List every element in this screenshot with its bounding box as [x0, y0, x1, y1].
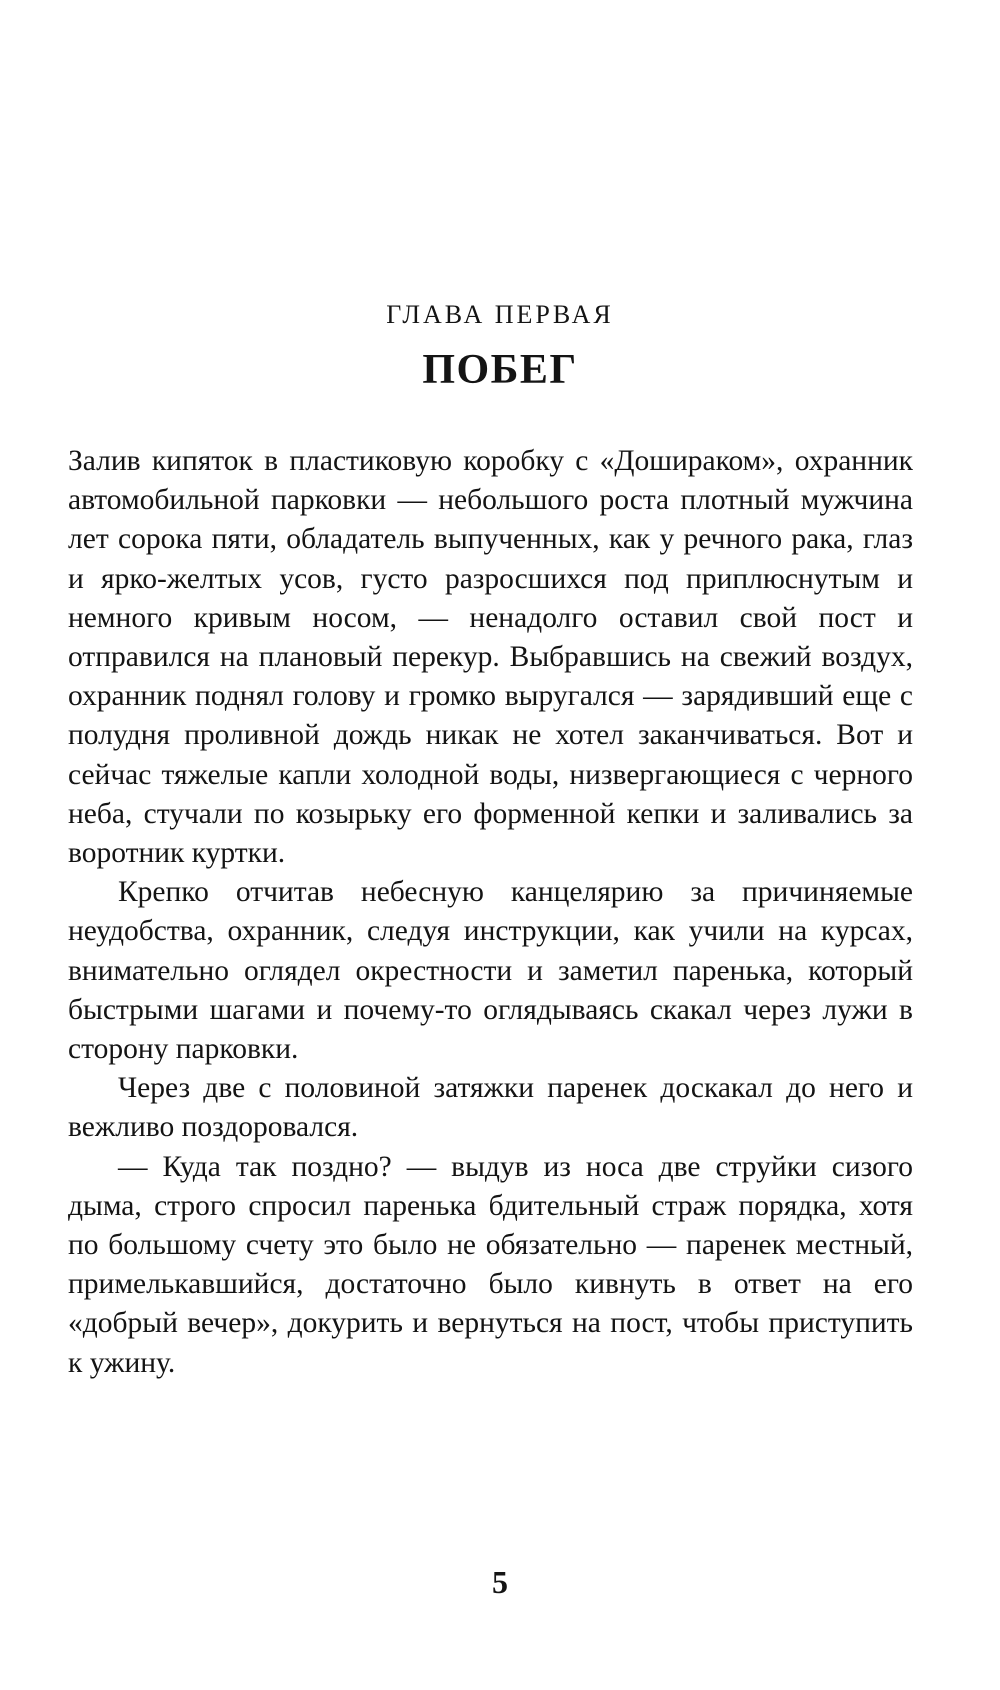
- body-text: [68, 442, 913, 1383]
- paragraph: Залив кипяток в пластиковую коробку с «Дошираком», охранник автомобильной парковки — небольшого роста плотный мужчина лет сорока пяти, обладатель выпученных, как у речного рака, глаз и ярко-желтых усов, густо разросшихся под приплюснутым и немного кривым носом, — ненадолго оставил свой пост и отправился на плановый перекур. Выбравшись на свежий воздух, охранник поднял голову и громко выругался — зарядивший еще с полудня проливной дождь никак не хотел заканчиваться. Вот и сейчас тяжелые капли холодной воды, низвергающиеся с черного неба, стучали по козырьку его форменной кепки и заливались за воротник куртки.: [68, 445, 913, 870]
- paragraph: — Куда так поздно? — выдув из носа две струйки сизого дыма, строго спросил паренька бдительный страж порядка, хотя по большому счету это было не обязательно — паренек местный, примелькавшийся, достаточно было кивнуть в ответ на его «добрый вечер», докурить и вернуться на пост, чтобы приступить к ужину.: [68, 1150, 913, 1379]
- paragraph: Через две с половиной затяжки паренек доскакал до него и вежливо поздоровался.: [68, 1072, 913, 1144]
- chapter-title: ПОБЕГ: [422, 347, 578, 393]
- page-number: 5: [492, 1564, 508, 1600]
- chapter-label: ГЛАВА ПЕРВАЯ: [386, 300, 614, 329]
- paragraph: Крепко отчитав небесную канцелярию за причиняемые неудобства, охранник, следуя инструкции, как учили на курсах, внимательно оглядел окрестности и заметил паренька, который быстрыми шагами и почему-то оглядываясь скакал через лужи в сторону парковки.: [68, 876, 913, 1066]
